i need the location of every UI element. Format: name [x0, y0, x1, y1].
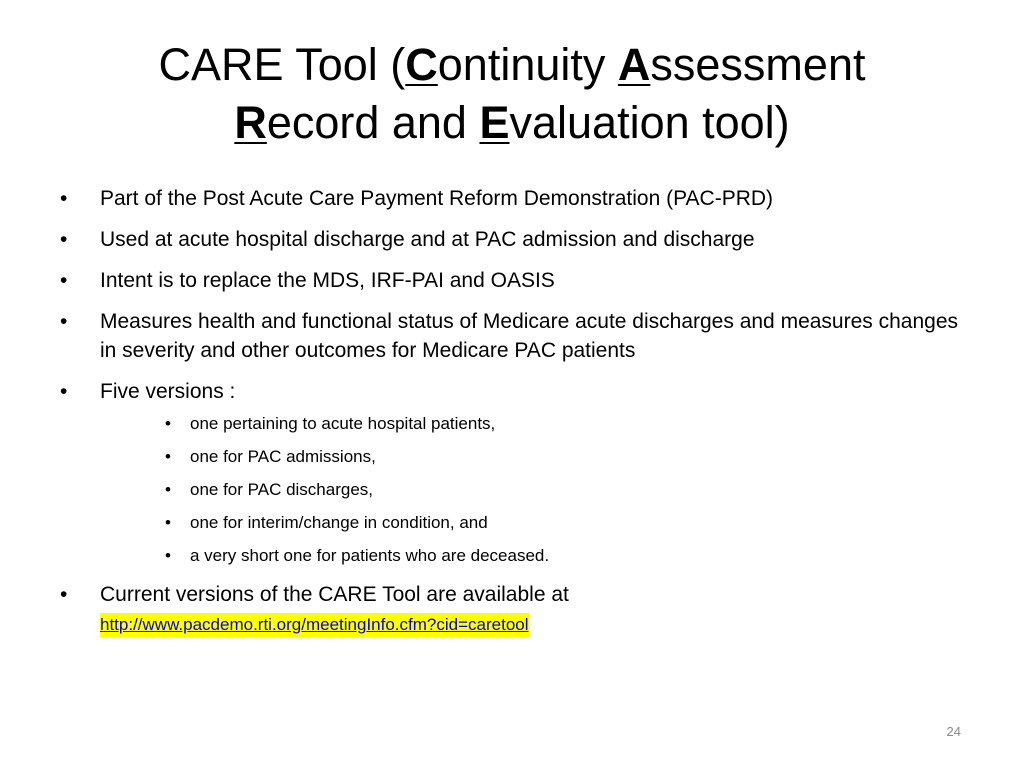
bullet-text: Measures health and functional status of Medicare acute discharges and measures changes in severity and other outcomes for Medicare PAC patients — [100, 310, 959, 362]
bullet-text: Intent is to replace the MDS, IRF-PAI and OASIS — [100, 269, 555, 292]
bullet-dot-icon: • — [60, 310, 68, 333]
title-assessment: ssessment — [650, 39, 866, 90]
bullet-text: Part of the Post Acute Care Payment Reform Demonstration (PAC-PRD) — [100, 187, 774, 210]
sub-bullet-item — [100, 544, 960, 568]
care-tool-link[interactable]: http://www.pacdemo.rti.org/meetingInfo.cfm?cid=caretool — [100, 613, 529, 637]
sub-bullet-dot-icon: • — [165, 414, 171, 433]
bullet-item — [60, 225, 960, 254]
page-number: 24 — [946, 724, 961, 739]
sub-bullet-item — [100, 445, 960, 469]
bullet-item — [60, 266, 960, 295]
sub-bullet-item — [100, 511, 960, 535]
title-letter-r: R — [234, 97, 267, 148]
bullet-dot-icon: • — [60, 380, 68, 403]
bullet-dot-icon: • — [60, 228, 68, 251]
bullet-item — [60, 184, 960, 213]
title-letter-c: C — [405, 39, 438, 90]
slide-title — [60, 36, 964, 152]
sub-bullet-dot-icon: • — [165, 546, 171, 565]
sub-bullet-text: one for PAC discharges, — [190, 480, 373, 499]
sub-bullet-list — [100, 412, 960, 568]
sub-bullet-dot-icon: • — [165, 513, 171, 532]
sub-bullet-text: one pertaining to acute hospital patients, — [190, 414, 496, 433]
title-continuity: ontinuity — [437, 39, 618, 90]
bullet-text: Current versions of the CARE Tool are available at — [100, 583, 569, 606]
sub-bullet-text: one for interim/change in condition, and — [190, 513, 488, 532]
bullet-dot-icon: • — [60, 269, 68, 292]
sub-bullet-dot-icon: • — [165, 480, 171, 499]
sub-bullet-item — [100, 478, 960, 502]
title-evaluation: valuation tool) — [509, 97, 790, 148]
sub-bullet-text: one for PAC admissions, — [190, 447, 376, 466]
title-letter-e: E — [479, 97, 510, 148]
bullet-dot-icon: • — [60, 187, 68, 210]
sub-bullet-item — [100, 412, 960, 436]
bullet-item — [60, 377, 960, 568]
bullet-item — [60, 580, 960, 638]
bullet-dot-icon: • — [60, 583, 68, 606]
title-record: ecord and — [266, 97, 480, 148]
sub-bullet-text: a very short one for patients who are deceased. — [190, 546, 550, 565]
bullet-text: Five versions : — [100, 380, 236, 403]
bullet-item — [60, 307, 960, 365]
bullet-text: Used at acute hospital discharge and at PAC admission and discharge — [100, 228, 755, 251]
bullet-list — [60, 184, 960, 650]
title-prefix: CARE Tool ( — [158, 39, 406, 90]
sub-bullet-dot-icon: • — [165, 447, 171, 466]
title-letter-a: A — [617, 39, 651, 90]
